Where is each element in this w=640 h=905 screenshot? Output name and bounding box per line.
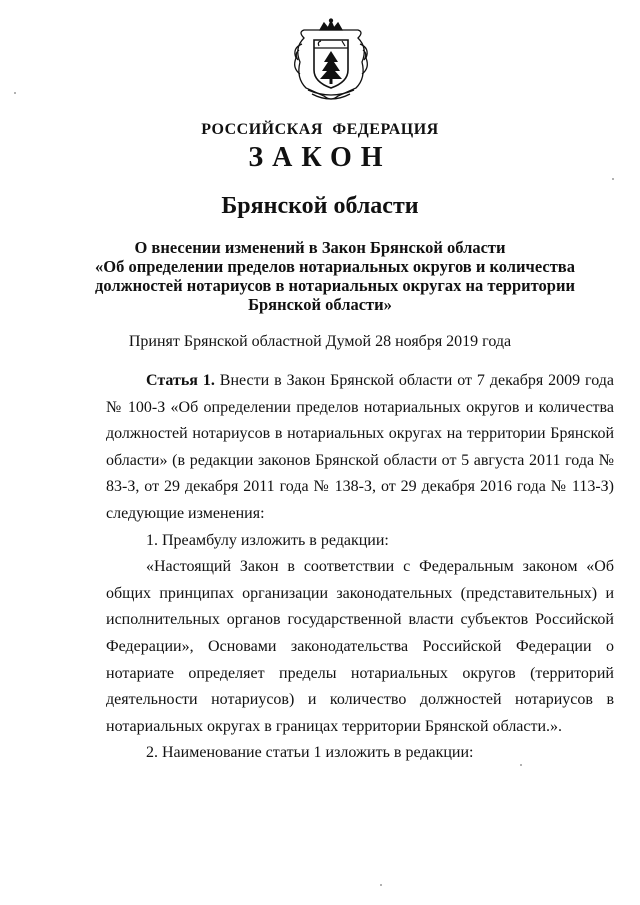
adoption-note: Принят Брянской областной Думой 28 ноября 2019 года [128,333,512,350]
law-title-line: О внесении изменений в Закон Брянской области [134,238,506,257]
scan-artifact [612,178,614,180]
article-text: Внести в Закон Брянской области от 7 декабря 2009 года № 100-З «Об определении пределов нотариальных округов и количества должностей нотариусов в нотариальных округах на территории Брянской области» (в редакции законов Брянской области от 5 августа 2011 года № 83-З, от 29 декабря 2011 года № 138-З, от 29 декабря 2016 года № 113-З) следующие изменения: [106,372,615,522]
law-title-line: «Об определении пределов нотариальных округов и количества [95,257,575,276]
article-paragraph [106,368,614,528]
scan-artifact [380,884,382,886]
scan-artifact [520,764,522,766]
article-label: Статья 1. [146,372,215,389]
law-heading: ЗАКОН [248,142,392,173]
coat-of-arms-icon [290,18,372,104]
list-item: 1. Преамбулу изложить в редакции: [146,531,389,549]
law-body [106,368,614,767]
law-title-line: Брянской области» [248,295,392,314]
scan-artifact [14,92,16,94]
quoted-preamble: «Настоящий Закон в соответствии с Федеральным законом «Об общих принципах организации законодательных (представительных) и исполнительных органов государственной власти субъектов Российской Федерации», Основами законодательства Российской Федерации о нотариате определяет пределы нотариальных округов (территорий деятельности нотариусов) и количество должностей нотариусов в нотариальных округах в границах территории Брянской области.». [106,558,614,735]
list-item: 2. Наименование статьи 1 изложить в редакции: [146,744,474,762]
law-title-line: должностей нотариусов в нотариальных округах на территории [95,276,575,295]
country-name: РОССИЙСКАЯ ФЕДЕРАЦИЯ [201,121,439,138]
region-name: Брянской области [221,193,419,219]
law-title [95,238,575,314]
